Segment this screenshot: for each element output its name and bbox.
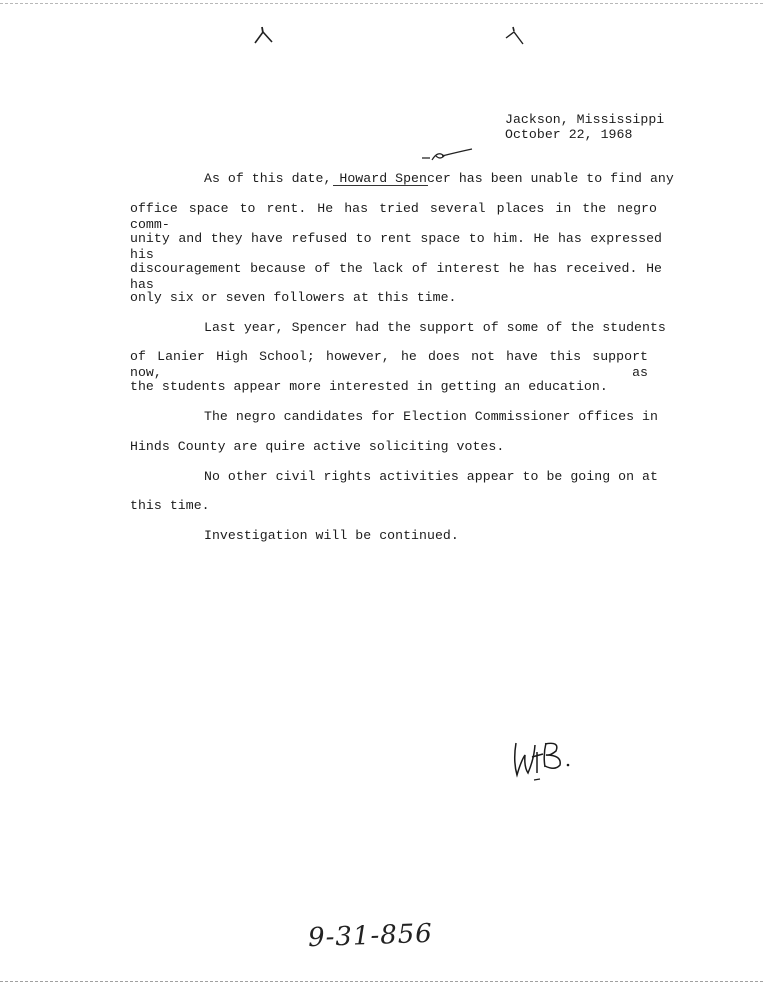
body-line-3: unity and they have refused to rent space to him. He has expressed his bbox=[130, 231, 662, 262]
body-line-7: of Lanier High School; however, he does not have this support now, as bbox=[130, 349, 648, 380]
body-line-2: office space to rent. He has tried several places in the negro comm- bbox=[130, 201, 657, 232]
body-line-8: the students appear more interested in getting an education. bbox=[130, 379, 608, 394]
staple-mark-left bbox=[252, 24, 276, 46]
bottom-edge-border bbox=[0, 981, 763, 982]
top-edge-border bbox=[0, 3, 763, 4]
body-line-11: No other civil rights activities appear to be going on at bbox=[204, 469, 658, 484]
body-line-10: Hinds County are quire active soliciting votes. bbox=[130, 439, 505, 454]
handwritten-signature bbox=[510, 735, 582, 787]
body-line-5: only six or seven followers at this time. bbox=[130, 290, 457, 305]
header-place: Jackson, Mississippi bbox=[505, 112, 665, 127]
staple-mark-right bbox=[503, 24, 527, 46]
body-line-1: As of this date, Howard Spencer has been unable to find any bbox=[204, 171, 674, 186]
body-line-12: this time. bbox=[130, 498, 210, 513]
file-number: 9-31-856 bbox=[307, 918, 434, 954]
body-line-6: Last year, Spencer had the support of some of the students bbox=[204, 320, 666, 335]
body-line-9: The negro candidates for Election Commissioner offices in bbox=[204, 409, 658, 424]
body-line-4: discouragement because of the lack of interest he has received. He has bbox=[130, 261, 662, 292]
handwritten-name-mark bbox=[420, 146, 475, 164]
name-underline bbox=[333, 185, 428, 186]
header-date: October 22, 1968 bbox=[505, 127, 633, 142]
body-line-13: Investigation will be continued. bbox=[204, 528, 459, 543]
